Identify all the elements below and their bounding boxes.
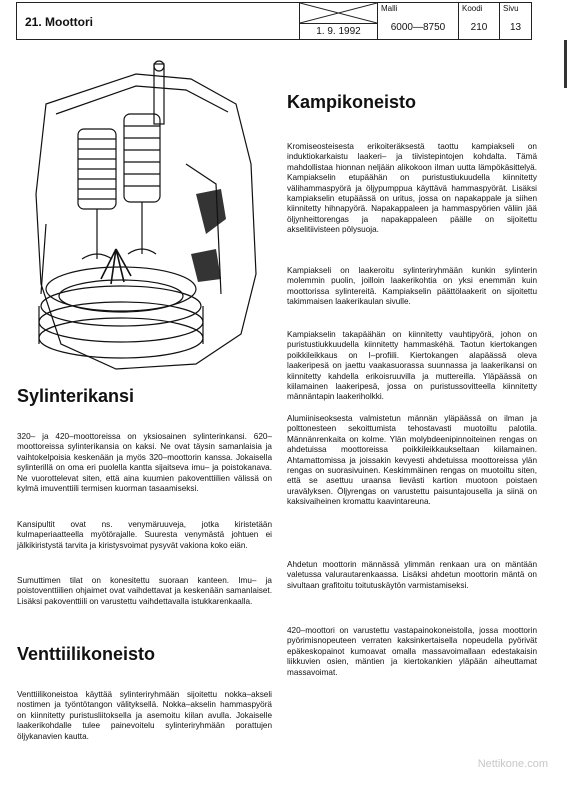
page-label: Sivu	[503, 4, 519, 13]
watermark: Nettikone.com	[477, 758, 548, 770]
scrollbar-thumb[interactable]	[564, 40, 567, 88]
kampikoneisto-paragraph-5: Ahdetun moottorin männässä ylimmän renkaan ura on mäntään valetussa valurautarenkaassa. Lisäksi ahdetun moottorin mäntä on sivultaan grafitoitu toitutuskäytön varmistamiseksi.	[287, 560, 537, 590]
kampikoneisto-paragraph-3: Kampiakselin takapäähän on kiinnitetty vauhtipyörä, johon on puristustiukkuudella kiinnitetty hammaskéhä. Taotun kiertokangen poikkileikkaus on I–profiili. Kiertokangen alapäässä oleva laakeripesä on jaettu vaakasuorassa suunnassa ja laakerikansi on kiinnitetty kahdella erikoisruuvilla ja muttereilla. Yläpäässä on kiilamainen laakeripesä, jossa on puristussovitteella kiinnitetty männäntapin laakeriholkki.	[287, 330, 537, 402]
page-value: 13	[509, 22, 522, 33]
chapter-title: 21. Moottori	[17, 3, 300, 39]
kampikoneisto-paragraph-4: Alumiiniseoksesta valmistetun männän yläpäässä on ilman ja polttonesteen sekoittumista tehostavasti muotoiltu palotila. Männänrenkaita on kolme. Ylän molybdeenipinnoiteinen rengas on ahdetuissa moottoreissa poikkileikkaukseltaan kiilamainen. Ahtamattomissa ja joissakin kevyesti ahdetuissa moottoreissa ylän rengas on suorasivuinen. Keskimmäinen rengas on muotoiltu siten, että se asettuu uraansa lievästi kartion muotoon poistaen uravälyksen. Öljyrengas on varustettu paisuntajousella ja siinä on kaksivaiheinen kromattu kaavintareuna.	[287, 414, 537, 507]
document-header	[16, 2, 532, 40]
section-title-kampikoneisto: Kampikoneisto	[287, 92, 417, 112]
page-cell	[500, 3, 531, 39]
section-title-sylinterikansi: Sylinterikansi	[17, 386, 135, 406]
sylinterikansi-paragraph-3: Sumuttimen tilat on konesitettu suoraan kanteen. Imu– ja poistoventtiilien ohjaimet ovat vaihdettavat ja keskenään samanlaiset. Lisäksi pakoventtiili on varustettu vaihdettavalla istukkarenkaalla.	[17, 576, 272, 606]
engine-cross-section-illustration	[16, 44, 266, 376]
model-value: 6000—8750	[390, 22, 446, 33]
kampikoneisto-paragraph-1: Kromiseosteisesta erikoiteräksestä taottu kampiakseli on induktiokarkaistu laakeri– ja tiivistepintojen kohdalta. Tämä mahdollistaa hionnan neljään alikokoon ilman uutta lämpökäsittelyä. Kampiakselin etupäähän on puristustiukuudella kiinnitetty välihammaspyörä ja öljypumppua käyttävä hammaspyörät. Lisäksi kampiakselin etupäässä on uritus, jossa on napakappale ja siihen kiinnitetty hihnapyörä. Napakappaleen ja hammaspyörien väliin jää öljynheittorengas ja napakappaleen päälle on sijoitettu akselitiivisteen pölysuoja.	[287, 142, 537, 235]
date-cell	[300, 3, 378, 39]
sylinterikansi-paragraph-2: Kansipultit ovat ns. venymäruuveja, jotka kiristetään kulmaperiaatteella myötörajalle. Suuresta venymästä johtuen ei jälkikiristystä tarvita ja kiristysvoimat pysyvät vakiona koko eiän.	[17, 520, 272, 550]
code-value: 210	[470, 22, 488, 33]
issue-date: 1. 9. 1992	[316, 26, 361, 37]
kampikoneisto-paragraph-6: 420–moottori on varustettu vastapainokoneistolla, jossa moottorin pyörimisnopeuteen verraten kaksinkertaisella nopeudella pyörivät epäkeskopainot kumoavat omalla massavoimallaan edestakaisin liikkuvien osien, mäntien ja kiertokankien yläpään aiheuttamat massavoimat.	[287, 626, 537, 677]
model-cell	[378, 3, 459, 39]
kampikoneisto-paragraph-2: Kampiakseli on laakeroitu sylinteriryhmään kunkin sylinterin molemmin puolin, joilloin laakerikohtia on yksi enemmän kuin moottorissa sylintereitä. Kampiakselin päättölaakerit on sijoitettu takimmaisen laakerikaulan sivulle.	[287, 266, 537, 307]
sylinterikansi-paragraph-1: 320– ja 420–moottoreissa on yksiosainen sylinterinkansi. 620–moottoreissa sylinterikansia on kaksi. Ne ovat täysin samanlaisia ja vaihtokelpoisia keskenään ja myös 320–moottorin kanssa. Jokaisella sylinterillä on oma eri puolella kantta sijaitseva imu– ja poistokanava. Ne vuorottelevat siten, että aina kuumien pakoventtiilien välissä on kylmä imuventtiili termisen kuorman tasaamiseksi.	[17, 432, 272, 494]
code-cell	[459, 3, 500, 39]
cross-box	[300, 3, 377, 24]
code-label: Koodi	[462, 4, 483, 13]
model-label: Malli	[381, 4, 398, 13]
section-title-venttiilikoneisto: Venttiilikoneisto	[17, 644, 156, 664]
venttiilikoneisto-paragraph-1: Venttiilikoneistoa käyttää sylinteriryhmään sijoitettu nokka–akseli nostimen ja työntötangon välityksellä. Nokka–akselin hammaspyörä on kiinnitetty puristusliitoksella ja asemoitu kiilan avulla. Jokaiselle laakerikohdalle tulee painevoitelu sylinteriryhmään porattujen öljykanavien kautta.	[17, 690, 272, 741]
vertical-scrollbar[interactable]	[562, 0, 568, 790]
